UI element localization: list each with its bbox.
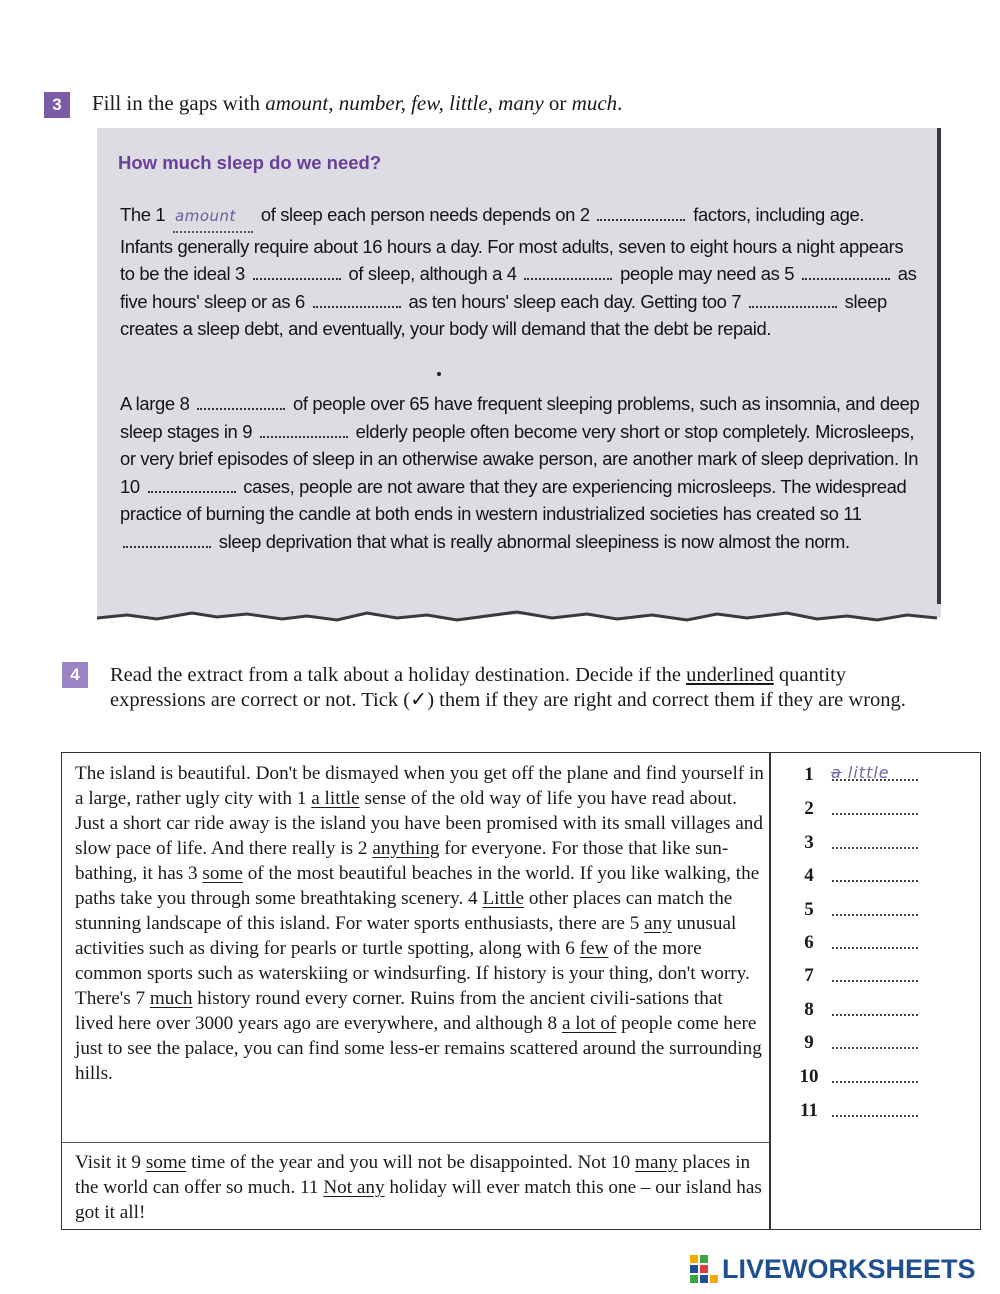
- answer-3-input[interactable]: [832, 847, 918, 849]
- expression-10: many: [635, 1152, 678, 1173]
- torn-edge-decoration: [97, 604, 941, 630]
- expression-1: a little: [311, 788, 360, 809]
- gap-1-answer[interactable]: amount: [173, 201, 253, 233]
- liveworksheets-logo-icon: [690, 1255, 718, 1283]
- gap-5-input[interactable]: [802, 264, 890, 280]
- answer-4-input[interactable]: [832, 880, 918, 882]
- instruction-word-list: amount, number, few, little, many: [265, 91, 544, 115]
- exercise-4-badge: [62, 662, 88, 688]
- expression-2: anything: [372, 838, 440, 859]
- expression-7: much: [149, 988, 193, 1009]
- answer-row-11: 11: [795, 1097, 935, 1125]
- answer-row-9: 9: [795, 1029, 935, 1057]
- expression-8: a lot of: [561, 1013, 617, 1034]
- gap-3-input[interactable]: [253, 264, 341, 280]
- exercise-4-number: 4: [70, 665, 80, 684]
- answer-row-7: 7: [795, 962, 935, 990]
- answer-11-input[interactable]: [832, 1115, 918, 1117]
- answer-9-input[interactable]: [832, 1047, 918, 1049]
- exercise-4-instruction: Read the extract from a talk about a holiday destination. Decide if the underlined quantity expressions are correct or not. Tick (✓) them if they are right and correct them if they are wrong.: [110, 664, 906, 711]
- answer-row-2: 2: [795, 795, 935, 823]
- gap-8-input[interactable]: [197, 394, 285, 410]
- expression-4: Little: [482, 888, 525, 909]
- bullet-dot: [437, 372, 441, 376]
- answer-row-6: 6: [795, 929, 935, 957]
- gap-9-input[interactable]: [260, 422, 348, 438]
- gap-6-input[interactable]: [313, 292, 401, 308]
- sleep-paragraph-1: The 1 amount of sleep each person needs depends on 2 factors, including age. Infants generally require about 16 hours a day. For most adults, seven to eight hours a night appears to be the ideal 3 of sleep, although a 4 people may need as 5 as five hours' sleep or as 6 as ten hours' sleep each day. Getting too 7 sleep creates a sleep debt, and eventually, your body will demand that the debt be repaid.: [120, 201, 920, 343]
- gap-11-input[interactable]: [123, 532, 211, 548]
- answer-row-5: 5: [795, 896, 935, 924]
- gap-10-input[interactable]: [148, 477, 236, 493]
- exercise-3-number: 3: [52, 95, 62, 114]
- gap-7-input[interactable]: [749, 292, 837, 308]
- answer-row-1: 1 a little: [795, 761, 935, 789]
- expression-9: some: [145, 1152, 187, 1173]
- answer-2-input[interactable]: [832, 813, 918, 815]
- expression-11: Not any: [323, 1177, 385, 1198]
- answer-10-input[interactable]: [832, 1081, 918, 1083]
- island-paragraph-2: Visit it 9 some time of the year and you will not be disappointed. Not 10 many places in the world can offer so much. 11 Not any holiday will ever match this one – our island has got it all!: [75, 1152, 762, 1223]
- answer-row-3: 3: [795, 829, 935, 857]
- gap-4-input[interactable]: [524, 264, 612, 280]
- expression-3: some: [202, 863, 243, 884]
- island-paragraph-1: The island is beautiful. Don't be dismayed when you get off the plane and find yourself in a large, rather ugly city with 1 a little sense of the old way of life you have read about. Just a short car ride away is the island you have been promised with its small villages and slow pace of life. And there really is 2 anything for everyone. For those that like sun-bathing, it has 3 some of the most beautiful beaches in the world. If you like walking, the paths take you through some breathtaking scenery. 4 Little other places can match the stunning landscape of this island. For water sports enthusiasts, there are 5 any unusual activities such as diving for pearls or turtle spotting, along with 6 few of the more common sports such as waterskiing or windsurfing. If history is your thing, don't worry. There's 7 much history round every corner. Ruins from the ancient civili-sations that lived here over 3000 years ago are everywhere, and although 8 a lot of people come here just to see the palace, you can find some less-er remains scattered around the surrounding hills.: [75, 763, 764, 1084]
- answer-row-4: 4: [795, 862, 935, 890]
- answer-1-input[interactable]: a little: [831, 763, 890, 782]
- answer-column-divider: [769, 752, 771, 1230]
- panel-title: How much sleep do we need?: [118, 152, 382, 173]
- expression-6: few: [579, 938, 609, 959]
- logo-text: LIVEWORKSHEETS: [722, 1254, 976, 1284]
- answer-row-10: 10: [795, 1063, 935, 1091]
- sleep-paragraph-2: A large 8 of people over 65 have frequent sleeping problems, such as insomnia, and deep sleep stages in 9 elderly people often become very short or stop completely. Microsleeps, or very brief episodes of sleep in an otherwise awake person, are another mark of sleep deprivation. In 10 cases, people are not aware that they are experiencing microsleeps. The widespread practice of burning the candle at both ends in western industrialized societies has created so 11 sleep deprivation that what is really abnormal sleepiness is now almost the norm.: [120, 393, 920, 552]
- answer-5-input[interactable]: [832, 914, 918, 916]
- expression-5: any: [644, 913, 672, 934]
- exercise-3-badge: [44, 92, 70, 118]
- answer-row-8: 8: [795, 996, 935, 1024]
- paragraph-divider: [61, 1142, 770, 1143]
- answer-6-input[interactable]: [832, 947, 918, 949]
- exercise-3-instruction: Fill in the gaps with amount, number, few, little, many or much.: [92, 91, 623, 115]
- answer-8-input[interactable]: [832, 1014, 918, 1016]
- answer-7-input[interactable]: [832, 980, 918, 982]
- gap-2-input[interactable]: [597, 205, 685, 221]
